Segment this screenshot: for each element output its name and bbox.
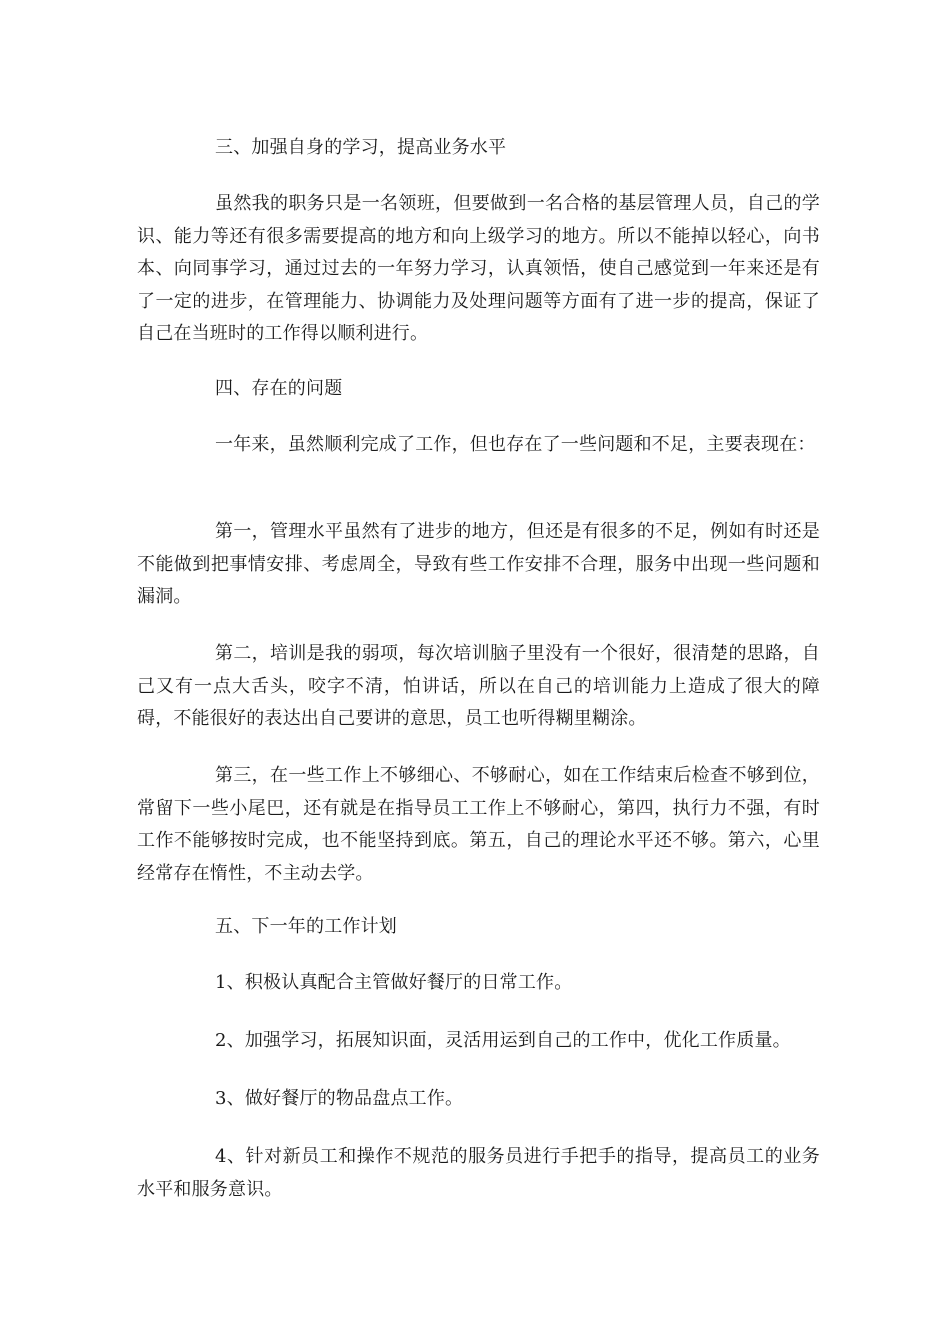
paragraph-study: 虽然我的职务只是一名领班，但要做到一名合格的基层管理人员，自己的学识、能力等还有很多需要提高的地方和向上级学习的地方。所以不能掉以轻心，向书本、向同事学习，通过过去的一年努力学习，认真领悟，使自己感觉到一年来还是有了一定的进步，在管理能力、协调能力及处理问题等方面有了进一步的提高，保证了自己在当班时的工作得以顺利进行。	[137, 193, 820, 344]
plan-item-1: 1、积极认真配合主管做好餐厅的日常工作。	[215, 972, 573, 993]
section-heading-4: 四、存在的问题	[215, 378, 343, 399]
paragraph-problem-1: 第一，管理水平虽然有了进步的地方，但还是有很多的不足，例如有时还是不能做到把事情安排、考虑周全，导致有些工作安排不合理，服务中出现一些问题和漏洞。	[137, 521, 820, 607]
plan-item-4: 4、针对新员工和操作不规范的服务员进行手把手的指导，提高员工的业务水平和服务意识。	[137, 1146, 820, 1200]
plan-item-2: 2、加强学习，拓展知识面，灵活用运到自己的工作中，优化工作质量。	[215, 1030, 791, 1051]
plan-item-3: 3、做好餐厅的物品盘点工作。	[215, 1088, 464, 1109]
paragraph-problems-intro: 一年来，虽然顺利完成了工作，但也存在了一些问题和不足，主要表现在：	[215, 434, 816, 455]
section-heading-3: 三、加强自身的学习，提高业务水平	[215, 137, 507, 158]
paragraph-problem-3: 第三，在一些工作上不够细心、不够耐心，如在工作结束后检查不够到位，常留下一些小尾巴，还有就是在指导员工工作上不够耐心，第四，执行力不强，有时工作不能够按时完成，也不能坚持到底。第五，自己的理论水平还不够。第六，心里经常存在惰性，不主动去学。	[137, 765, 820, 884]
paragraph-problem-2: 第二，培训是我的弱项，每次培训脑子里没有一个很好，很清楚的思路，自己又有一点大舌头，咬字不清，怕讲话，所以在自己的培训能力上造成了很大的障碍，不能很好的表达出自己要讲的意思，员工也听得糊里糊涂。	[137, 643, 820, 729]
section-heading-5: 五、下一年的工作计划	[215, 916, 397, 937]
